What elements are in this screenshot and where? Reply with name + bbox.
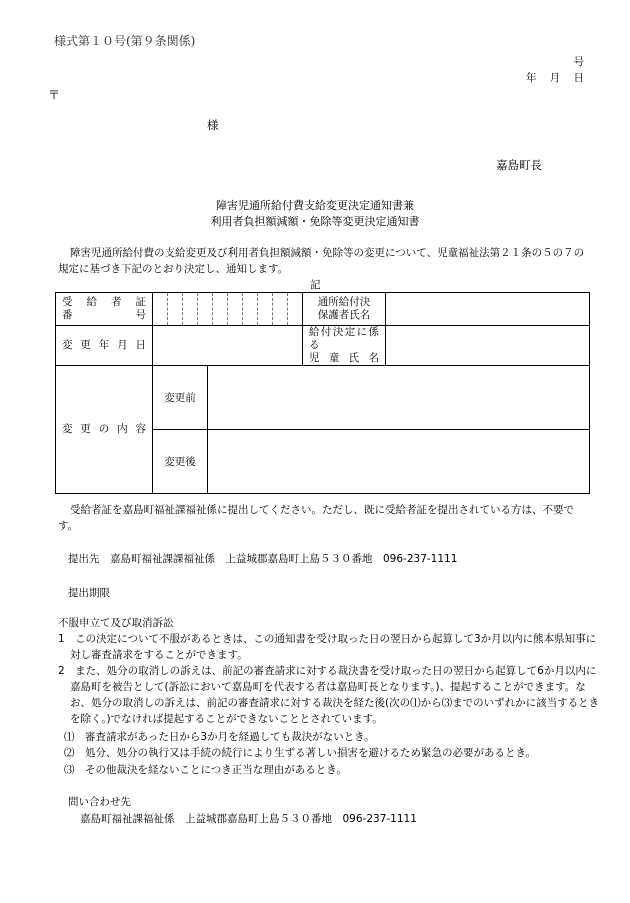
submit-to: 提出先 嘉島町福祉課課福祉係 上益城郡嘉島町上島５３０番地 096-237-1111 — [68, 553, 458, 565]
guardian-name-label: 通所給付決 保護者氏名 — [303, 293, 386, 326]
recipient-id-label: 受 給 者 証 番 号 — [56, 293, 153, 326]
change-date-field[interactable] — [153, 326, 303, 366]
appeal-sub-2: ⑵ 処分、処分の執行又は手続の続行により生ずる著しい損害を避けるため緊急の必要があるとき。 — [64, 747, 537, 759]
submission-notice: 受給者証を嘉島町福祉課福祉係に提出してください。ただし、既に受給者証を提出されている方は、不要です。 — [58, 504, 574, 532]
appeal-item-2: 2 また、処分の取消しの訴えは、前記の審査請求に対する裁決書を受け取った日の翌日から起算して6か月以内に嘉島町を被告として(訴訟において嘉島町を代表する者は嘉島町長となります。)、提起することができます。なお、処分の取消しの訴えは、前記の審査請求に対する裁決を経た後(次の⑴から⑶までのいずれかに該当するときを除く。)でなければ提起することができないこととされています。 — [58, 665, 600, 725]
guardian-name-field[interactable] — [386, 293, 590, 326]
form-number: 様式第１０号(第９条関係) — [54, 34, 196, 48]
child-name-field[interactable] — [386, 326, 590, 366]
date-label: 年 月 日 — [525, 72, 584, 84]
document-number-label: 号 — [573, 56, 584, 68]
appeal-item-1: 1 この決定について不服があるときは、この通知書を受け取った日の翌日から起算して3か月以内に熊本県知事に対し審査請求をすることができます。 — [58, 633, 597, 661]
document-title-line2: 利用者負担額減額・免除等変更決定通知書 — [210, 215, 420, 228]
intro-paragraph: 障害児通所給付費の支給変更及び利用者負担額減額・免除等の変更について、児童福祉法第２１条の５の７の規定に基づき下記のとおり決定し、通知します。 — [58, 247, 585, 275]
issuer-name: 嘉島町長 — [496, 158, 542, 172]
ki-label: 記 — [310, 279, 321, 291]
recipient-id-boxes[interactable] — [153, 293, 303, 326]
deadline-label: 提出期限 — [68, 587, 110, 599]
change-date-label: 変 更 年 月 日 — [56, 326, 153, 366]
appeal-sub-1: ⑴ 審査請求があった日から3か月を経過しても裁決がないとき。 — [64, 731, 375, 743]
after-field[interactable] — [208, 430, 590, 494]
before-field[interactable] — [208, 366, 590, 430]
appeal-heading: 不服申立て及び取消訴訟 — [58, 617, 174, 629]
recipient-suffix: 様 — [207, 118, 219, 132]
postal-mark: 〒 — [48, 88, 61, 102]
child-name-label: 給付決定に係る 児 童 氏 名 — [303, 326, 386, 366]
before-label: 変更前 — [153, 366, 208, 430]
appeal-sub-3: ⑶ その他裁決を経ないことにつき正当な理由があるとき。 — [64, 764, 347, 776]
change-details-table — [55, 292, 590, 494]
contact-detail: 嘉島町福祉課福祉係 上益城郡嘉島町上島５３０番地 096-237-1111 — [80, 813, 417, 825]
contact-heading: 問い合わせ先 — [68, 796, 131, 808]
after-label: 変更後 — [153, 430, 208, 494]
document-title-line1: 障害児通所給付費支給変更決定通知書兼 — [216, 199, 414, 212]
change-content-label: 変 更 の 内 容 — [56, 366, 153, 494]
